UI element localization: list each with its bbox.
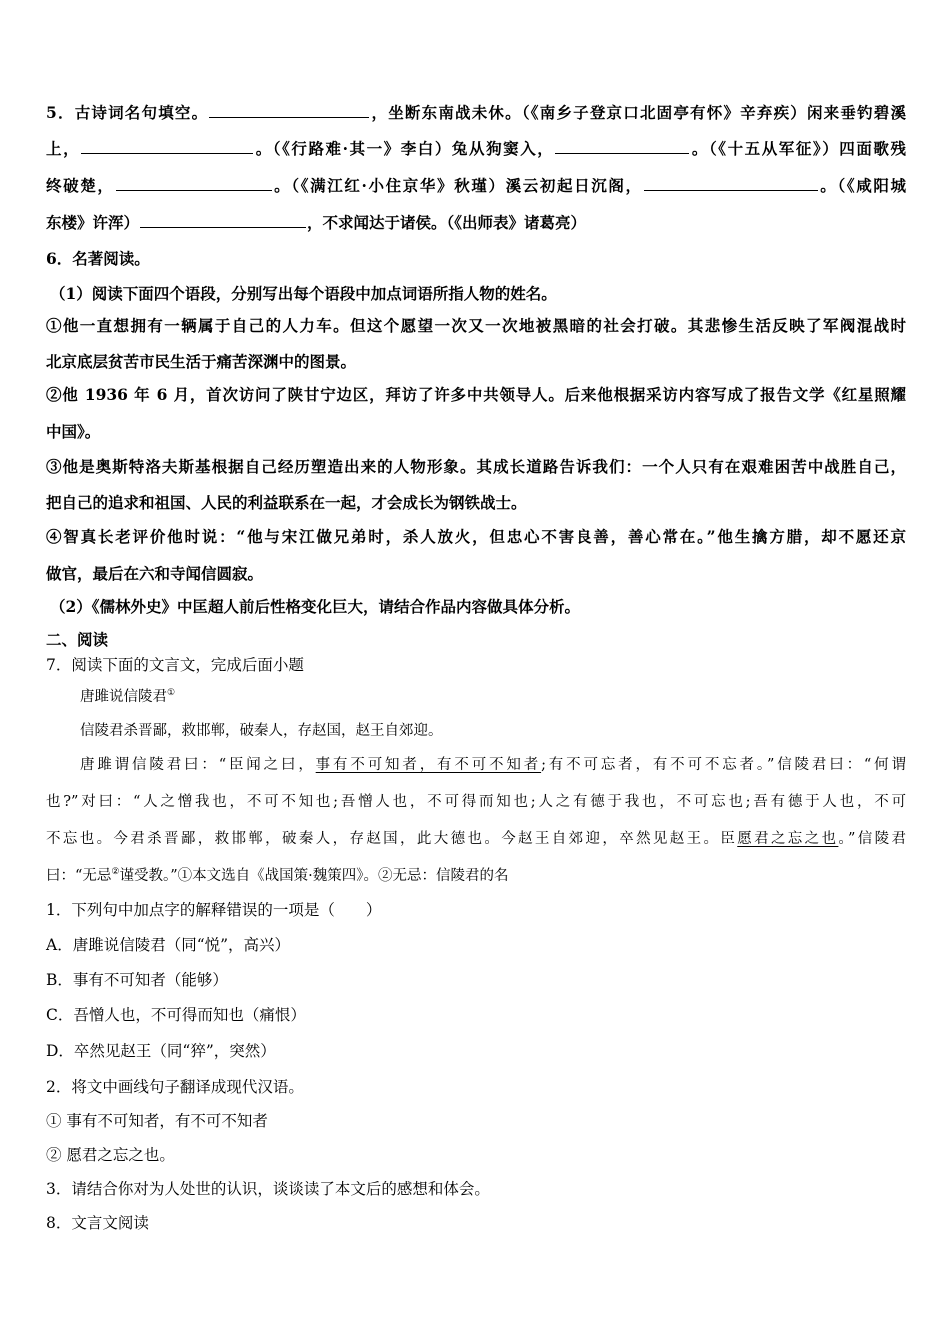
- q5-line-3: 终破楚， 。（《满江红·小住京华》秋瑾）溪云初起日沉阁， 。（《咸阳城: [46, 176, 906, 195]
- passage-line-3: 不忘也。今君杀晋鄙，救邯郸，破秦人，存赵国，此大德也。今赵王自郊迎，卒然见赵王。臣愿君之忘之也。”信陵君: [46, 831, 906, 847]
- subquestion-3: 3．请结合你对为人处世的认识，谈谈读了本文后的感想和体会。: [46, 1180, 490, 1198]
- underlined-sentence-1: 事有不可知者，有不可不知者: [315, 757, 542, 773]
- answer-blank[interactable]: [140, 213, 306, 228]
- subquestion-2: 2．将文中画线句子翻译成现代汉语。: [46, 1078, 304, 1096]
- option-d[interactable]: D．卒然见赵王（同“猝”，突然）: [46, 1042, 276, 1060]
- q5-line-2: 上， 。（《行路难·其一》李白）兔从狗窦入， 。（《十五从军征》）四面歌残: [46, 139, 906, 158]
- q6-p3b: 把自己的追求和祖国、人民的利益联系在一起，才会成长为钢铁战士。: [46, 493, 527, 512]
- option-b[interactable]: B．事有不可知者（能够）: [46, 971, 228, 989]
- q7-title: 7．阅读下面的文言文，完成后面小题: [46, 656, 304, 674]
- section-heading: 二、阅读: [46, 630, 109, 649]
- passage-line-4: 曰：“无忌②谨受教。”①本文选自《战国策·魏策四》。②无忌：信陵君的名: [46, 867, 509, 884]
- passage-line-2: 也?”对曰：“人之憎我也，不可不知也;吾憎人也，不可得而知也;人之有德于我也，不可忘也;吾有德于人也，不可: [46, 794, 906, 810]
- q6-sub2: （2）《儒林外史》中匡超人前后性格变化巨大，请结合作品内容做具体分析。: [50, 597, 581, 616]
- q6-p4b: 做官，最后在六和寺闻信圆寂。: [46, 564, 264, 583]
- q8-title: 8．文言文阅读: [46, 1214, 149, 1232]
- q6-p2b: 中国》。: [46, 422, 101, 441]
- translate-item-1: ① 事有不可知者，有不可不知者: [46, 1112, 268, 1130]
- answer-blank[interactable]: [644, 176, 818, 191]
- passage-title: 唐雎说信陵君①: [80, 688, 176, 705]
- underlined-sentence-2: 愿君之忘之也: [737, 831, 839, 847]
- answer-blank[interactable]: [209, 103, 369, 118]
- q6-title: 6．名著阅读。: [46, 249, 150, 268]
- answer-blank[interactable]: [81, 139, 253, 154]
- answer-blank[interactable]: [555, 139, 689, 154]
- q6-p2a: ②他 1936 年 6 月，首次访问了陕甘宁边区，拜访了许多中共领导人。后来他根据采访内容写成了报告文学《红星照耀: [46, 385, 906, 404]
- option-a[interactable]: A．唐雎说信陵君（同“悦”，高兴）: [46, 936, 291, 954]
- q6-p1b: 北京底层贫苦市民生活于痛苦深渊中的图景。: [46, 352, 357, 371]
- answer-blank[interactable]: [116, 176, 272, 191]
- q6-sub1: （1）阅读下面四个语段，分别写出每个语段中加点词语所指人物的姓名。: [50, 284, 557, 303]
- passage-line-1: 唐雎谓信陵君曰：“臣闻之曰，事有不可知者，有不可不知者;有不可忘者，有不可不忘者。”信陵君曰：“何谓: [80, 757, 906, 773]
- option-c[interactable]: C．吾憎人也，不可得而知也（痛恨）: [46, 1006, 306, 1024]
- translate-item-2: ② 愿君之忘之也。: [46, 1146, 175, 1164]
- q6-p4a: ④智真长老评价他时说：“他与宋江做兄弟时，杀人放火，但忠心不害良善，善心常在。”他生擒方腊，却不愿还京: [46, 527, 906, 546]
- q5-line-4: 东楼》许浑） ，不求闻达于诸侯。（《出师表》诸葛亮）: [46, 213, 587, 232]
- q6-p3a: ③他是奥斯特洛夫斯基根据自己经历塑造出来的人物形象。其成长道路告诉我们：一个人只有在艰难困苦中战胜自己，: [46, 457, 906, 476]
- subquestion-1: 1．下列句中加点字的解释错误的一项是（ ）: [46, 901, 382, 919]
- passage-para-1: 信陵君杀晋鄙，救邯郸，破秦人，存赵国，赵王自郊迎。: [80, 723, 443, 739]
- q6-p1a: ①他一直想拥有一辆属于自己的人力车。但这个愿望一次又一次地被黑暗的社会打破。其悲惨生活反映了军阀混战时: [46, 316, 906, 335]
- q5-prompt: 5．古诗词名句填空。: [46, 103, 209, 122]
- q5-line-1: 5．古诗词名句填空。 ，坐断东南战未休。（《南乡子登京口北固亭有怀》辛弃疾）闲来垂钓碧溪: [46, 103, 906, 122]
